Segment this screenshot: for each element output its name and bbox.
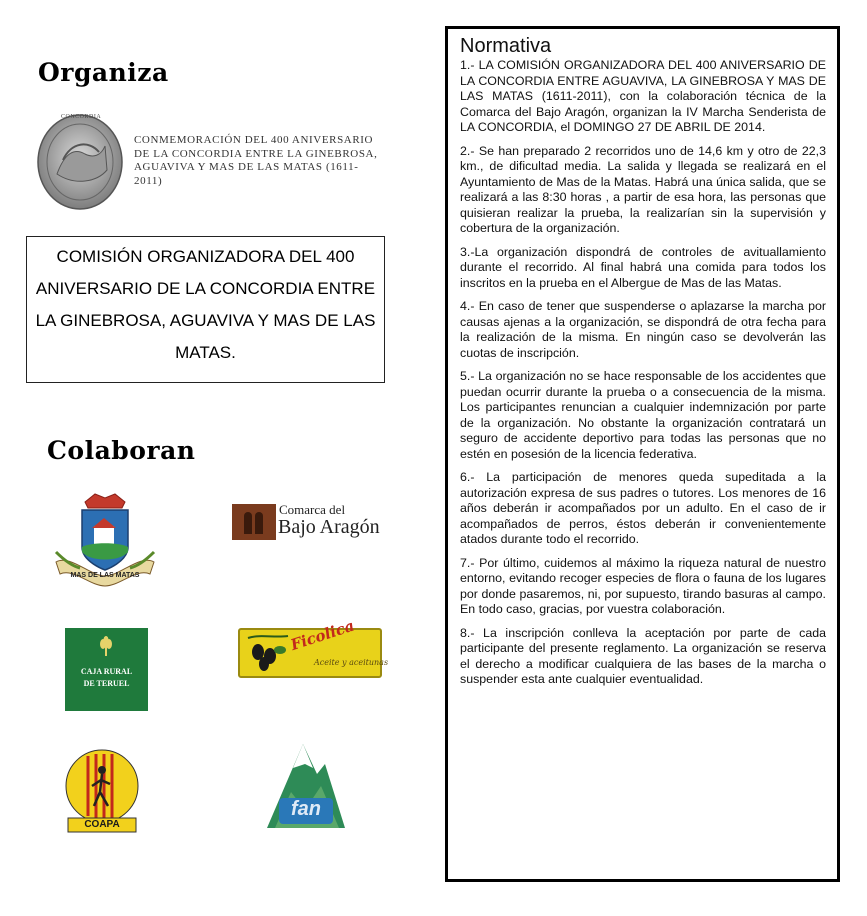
concordia-seal [35, 112, 125, 212]
caja-rural-line1: CAJA RURAL [80, 667, 133, 676]
caja-rural-line2: DE TERUEL [83, 679, 130, 688]
olives-icon [244, 632, 292, 674]
normativa-title: Normativa [460, 35, 552, 57]
seal-text: CONCORDIA [61, 114, 102, 120]
mountain-logo-label: fan [291, 798, 321, 820]
normativa-paragraph-8: 8.- La inscripción conlleva la aceptación por parte de cada participante del presente reglamento. La organización se reserva el derecho a modificar cualquiera de las bases de la marcha o suspender esta ante cualquier eventualidad. [460, 625, 826, 686]
olive-company-logo [238, 616, 389, 678]
organiza-heading: Organiza [38, 58, 169, 87]
normativa-paragraph-5: 5.- La organización no se hace responsable de los accidentes que puedan ocurrir durante la prueba o a consecuencia de la misma. Los participantes renuncian a cualquier indemnización por parte de la organización. No obstante la organización contratará un seguro de accidente deportivo para todas las personas que no estén en posesión de la licencia federativa. [460, 369, 826, 461]
comarca-emblem [232, 504, 276, 540]
comarca-bajo-aragon-logo [232, 502, 382, 542]
comarca-line2: Bajo Aragón [278, 516, 380, 538]
normativa-paragraph-2: 2.- Se han preparado 2 recorridos uno de 14,6 km y otro de 22,3 km., de dificultad media. La salida y llegada se realizará en el Ayuntamiento de Mas de la Matas. Habrá una única salida, que se realizará a las 8:30 horas , a partir de esa hora, las personas que quisieran realizar la prueba, la realizarían sin la supervisión y cobertura de la organización. [460, 143, 826, 235]
commemoration-text: CONMEMORACIÓN DEL 400 ANIVERSARIO DE LA CONCORDIA ENTRE LA GINEBROSA, AGUAVIVA Y MAS DE LAS MATAS (1611-2011) [134, 134, 378, 187]
caja-rural-teruel-logo [65, 628, 148, 711]
normativa-box [445, 26, 840, 882]
commission-text: COMISIÓN ORGANIZADORA DEL 400 ANIVERSARIO DE LA CONCORDIA ENTRE LA GINEBROSA, AGUAVIVA Y MAS DE LAS MATAS. [35, 247, 376, 362]
olive-company-tagline: Aceite y aceitunas [314, 658, 389, 667]
normativa-paragraph-1: 1.- LA COMISIÓN ORGANIZADORA DEL 400 ANIVERSARIO DE LA CONCORDIA ENTRE AGUAVIVA, LA GINEBROSA Y MAS DE LAS MATAS (1611-2011), con la colaboración técnica de la Comarca del Bajo Aragón, organizan la IV Marcha Senderista de LA CONCORDIA, el DOMINGO 27 DE ABRIL DE 2014. [460, 58, 826, 134]
olive-company-name: Ficolica [288, 616, 357, 654]
normativa-paragraph-4: 4.- En caso de tener que suspenderse o aplazarse la marcha por causas ajenas a la organización, se dispondrá de otra fecha para la realización de la misma. En ningún caso se devolverán las cuotas de inscripción. [460, 299, 826, 360]
mas-de-las-matas-logo [50, 492, 160, 590]
coapa-label: COAPA [84, 819, 120, 830]
mountain-logo [265, 740, 347, 830]
normativa-paragraph-7: 7.- Por último, cuidemos al máximo la riqueza natural de nuestro entorno, evitando recoger especies de flora o fauna de los lugares por donde pasaremos, ni, por supuesto, tirando basuras al campo. En todo caso, gracias, por vuestra colaboración. [460, 555, 826, 616]
coapa-logo [60, 748, 144, 834]
normativa-paragraph-6: 6.- La participación de menores queda supeditada a la autorización expresa de sus padres o tutores. Los menores de 16 años deberán ir acompañados por un adulto. En el caso de ir acompañados de perros, éstos deberán ir convenientemente atados durante todo el recorrido. [460, 470, 826, 546]
commission-box [26, 236, 385, 383]
normativa-paragraph-3: 3.-La organización dispondrá de controles de avituallamiento durante el recorrido. Al final habrá una comida para todos los inscritos en la prueba en el Albergue de Mas de las Matas. [460, 244, 826, 290]
comarca-line1: Comarca del [279, 502, 346, 517]
colaboran-heading: Colaboran [47, 436, 196, 465]
wheat-icon [95, 636, 117, 658]
mas-de-las-matas-label: MAS DE LAS MATAS [70, 572, 140, 579]
